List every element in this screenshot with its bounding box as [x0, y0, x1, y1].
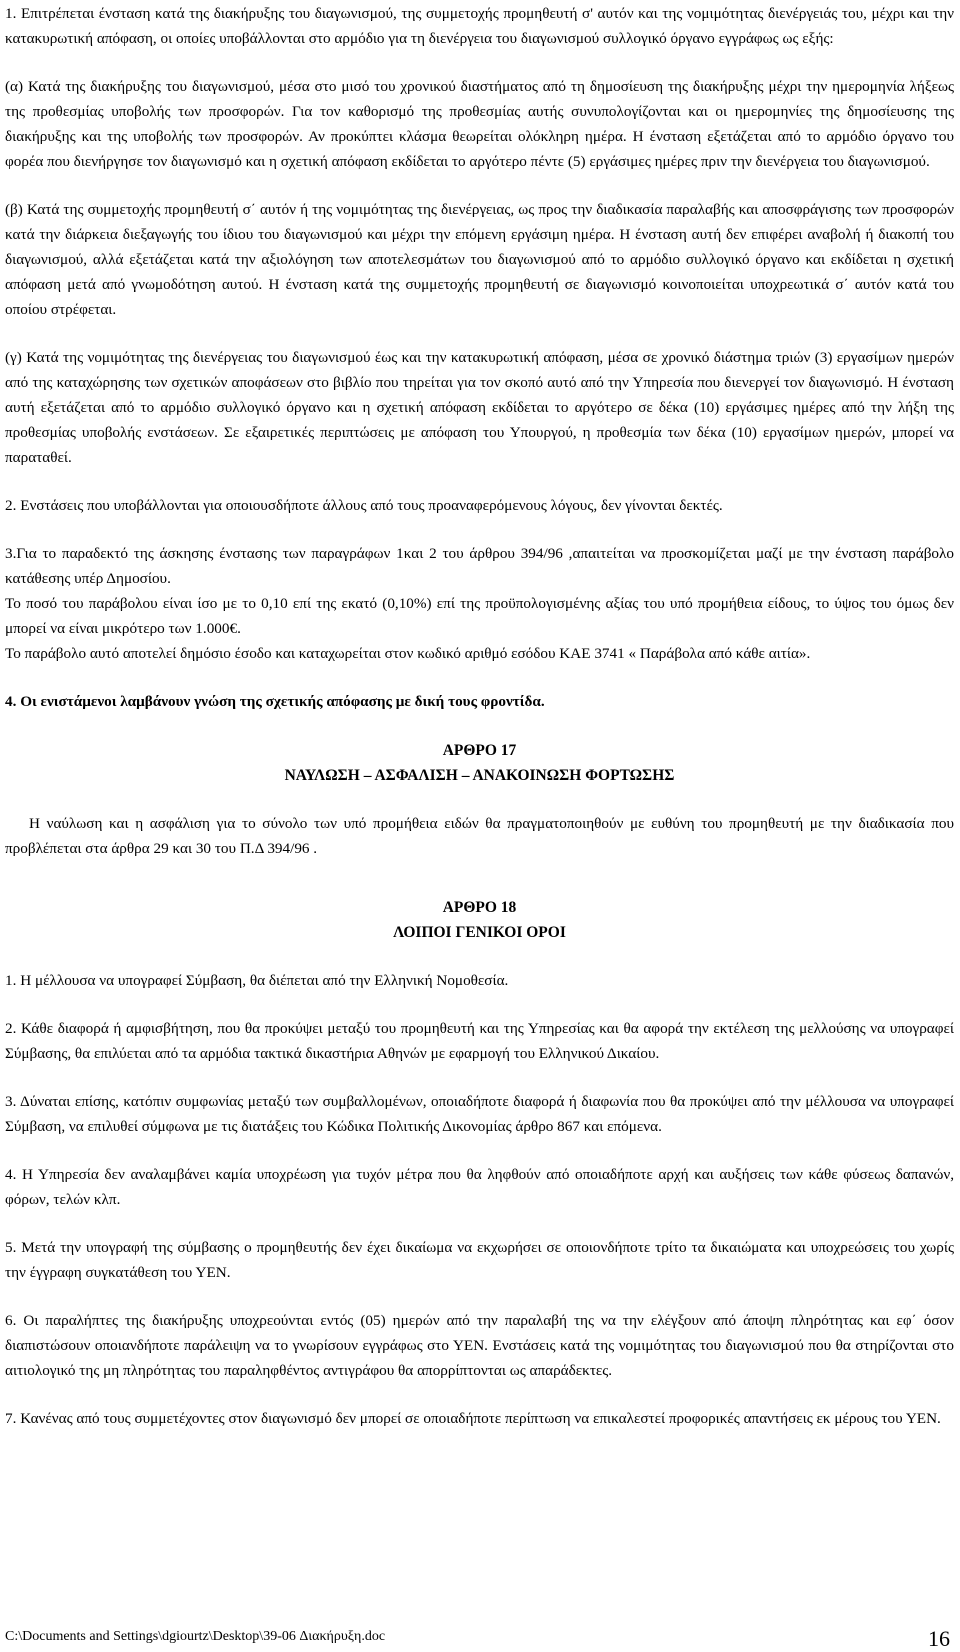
- paragraph-2: 2. Ενστάσεις που υποβάλλονται για οποιουσδήποτε άλλους από τους προαναφερόμενους λόγους, δεν γίνονται δεκτές.: [5, 497, 723, 514]
- paragraph-1a: (α) Κατά της διακήρυξης του διαγωνισμού, μέσα στο μισό του χρονικού διαστήματος από τη δημοσίευση της διακήρυξης μέχρι την ημερομηνία λήξεως της προθεσμίας υποβολής των προσφορών. Για τον καθορισμό της προθεσμίας αυτής συνυπολογίζονται και οι ημερομηνίες της δημοσίευσης της διακήρυξης και της υποβολής των προσφορών. Αν προκύπτει κλάσμα θεωρείται ολόκληρη ημέρα. Η ένσταση εξετάζεται από το αρμόδιο όργανο του φορέα που διενήργησε τον διαγωνισμό και η σχετική απόφαση εκδίδεται το αργότερο πέντε (5) εργάσιμες ημέρες πριν την διενέργεια του διαγωνισμού.: [5, 78, 954, 170]
- paragraph-3a: 3.Για το παραδεκτό της άσκησης ένστασης των παραγράφων 1και 2 του άρθρου 394/96 ,απαιτείται να προσκομίζεται μαζί με την ένσταση παράβολο κατάθεσης υπέρ Δημοσίου.: [5, 545, 954, 587]
- paragraph-1-objections: 1. Επιτρέπεται ένσταση κατά της διακήρυξης του διαγωνισμού, της συμμετοχής προμηθευτή σ' αυτόν και της νομιμότητας διενέργειάς του, μέχρι και την κατακυρωτική απόφαση, οι οποίες υποβάλλονται στο αρμόδιο για τη διενέργεια του διαγωνισμού συλλογικό όργανο εγγράφως ως εξής:: [5, 5, 954, 47]
- article-18-item-1: 1. Η μέλλουσα να υπογραφεί Σύμβαση, θα διέπεται από την Ελληνική Νομοθεσία.: [5, 972, 509, 989]
- document-body: [5, 1, 954, 1431]
- paragraph-4: 4. Οι ενιστάμενοι λαμβάνουν γνώση της σχετικής απόφασης με δική τους φροντίδα.: [5, 693, 545, 710]
- paragraph-3c: Το παράβολο αυτό αποτελεί δημόσιο έσοδο και καταχωρείται στον κωδικό αριθμό εσόδου ΚΑΕ 3741 « Παράβολα από κάθε αιτία».: [5, 645, 811, 662]
- article-18-heading: [5, 895, 954, 945]
- article-17-heading: [5, 738, 954, 788]
- page-number: 16: [928, 1626, 950, 1651]
- article-17-number: ΑΡΘΡΟ 17: [442, 742, 517, 759]
- article-17-body: Η ναύλωση και η ασφάλιση για το σύνολο των υπό προμήθεια ειδών θα πραγματοποιηθούν με ευθύνη του προμηθευτή με την διαδικασία που προβλέπεται στα άρθρα 29 και 30 του Π.Δ 394/96 .: [5, 815, 954, 857]
- paragraph-3b: Το ποσό του παράβολου είναι ίσο με το 0,10 επί της εκατό (0,10%) επί της προϋπολογισμένης αξίας του υπό προμήθεια είδους, το ύψος του όμως δεν μπορεί να είναι μικρότερο των 1.000€.: [5, 595, 954, 637]
- article-18-number: ΑΡΘΡΟ 18: [442, 899, 517, 916]
- article-18-item-6: 6. Οι παραλήπτες της διακήρυξης υποχρεούνται εντός (05) ημερών από την παραλαβή της να την ελέγξουν από άποψη πληρότητας και εφ΄ όσον διαπιστώσουν οποιανδήποτε παράλειψη να το γνωρίσουν εγγράφως στο ΥΕΝ. Ενστάσεις κατά της νομιμότητας του διαγωνισμού που θα στηρίζονται στο αιτιολογικό της μη πληρότητας του παραληφθέντος αντιγράφου θα απορρίπτονται ως απαράδεκτες.: [5, 1312, 954, 1379]
- article-17-title: ΝΑΥΛΩΣΗ – ΑΣΦΑΛΙΣΗ – ΑΝΑΚΟΙΝΩΣΗ ΦΟΡΤΩΣΗΣ: [284, 767, 675, 784]
- paragraph-1c: (γ) Κατά της νομιμότητας της διενέργειας του διαγωνισμού έως και την κατακυρωτική απόφαση, μέσα σε χρονικό διάστημα τριών (3) εργασίμων ημερών από της καταχώρησης των σχετικών αποφάσεων στο βιβλίο που τηρείται για τον σκοπό αυτό από την Υπηρεσία που διενεργεί τον διαγωνισμό. Η ένσταση αυτή εξετάζεται από το αρμόδιο συλλογικό όργανο και η σχετική απόφαση εκδίδεται το αργότερο σε δέκα (10) εργάσιμες ημέρες από την λήξη της προθεσμίας υποβολής ενστάσεων. Σε εξαιρετικές περιπτώσεις με απόφαση του Υπουργού, η προθεσμία των δέκα (10) εργασίμων ημερών, μπορεί να παραταθεί.: [5, 349, 954, 466]
- article-18-item-7: 7. Κανένας από τους συμμετέχοντες στον διαγωνισμό δεν μπορεί σε οποιαδήποτε περίπτωση να επικαλεστεί προφορικές απαντήσεις εκ μέρους του ΥΕΝ.: [5, 1410, 941, 1427]
- article-18-title: ΛΟΙΠΟΙ ΓΕΝΙΚΟΙ ΟΡΟΙ: [393, 924, 566, 941]
- footer-file-path: C:\Documents and Settings\dgiourtz\Desktop\39-06 Διακήρυξη.doc: [5, 1629, 386, 1644]
- article-18-item-3: 3. Δύναται επίσης, κατόπιν συμφωνίας μεταξύ των συμβαλλομένων, οποιαδήποτε διαφορά ή διαφωνία που θα προκύψει από την μέλλουσα να υπογραφεί Σύμβαση, να επιλυθεί σύμφωνα με τις διατάξεις του Κώδικα Πολιτικής Δικονομίας άρθρο 867 και επόμενα.: [5, 1093, 954, 1135]
- paragraph-1b: (β) Κατά της συμμετοχής προμηθευτή σ΄ αυτόν ή της νομιμότητας της διενέργειας, ως προς την διαδικασία παραλαβής και αποσφράγισης των προσφορών κατά την διάρκεια διεξαγωγής του ίδιου του διαγωνισμού και μέχρι την επόμενη εργάσιμη ημέρα. Η ένσταση αυτή δεν επιφέρει αναβολή ή διακοπή του διαγωνισμού, αλλά εξετάζεται κατά την αξιολόγηση των αποτελεσμάτων του διαγωνισμού από το αρμόδιο συλλογικό όργανο και εκδίδεται η σχετική απόφαση μετά από γνωμοδότηση αυτού. Η ένσταση κατά της συμμετοχής προμηθευτή σε διαγωνισμό κοινοποιείται υποχρεωτικά σ΄ αυτόν κατά του οποίου στρέφεται.: [5, 201, 954, 318]
- article-18-item-2: 2. Κάθε διαφορά ή αμφισβήτηση, που θα προκύψει μεταξύ του προμηθευτή και της Υπηρεσίας και θα αφορά την εκτέλεση της μελλούσης να υπογραφεί Σύμβασης, θα επιλύεται από τα αρμόδια τακτικά δικαστήρια Αθηνών με εφαρμογή του Ελληνικού Δικαίου.: [5, 1020, 954, 1062]
- article-18-item-4: 4. Η Υπηρεσία δεν αναλαμβάνει καμία υποχρέωση για τυχόν μέτρα που θα ληφθούν από οποιαδήποτε αρχή και αυξήσεις των κάθε φύσεως δαπανών, φόρων, τελών κλπ.: [5, 1166, 954, 1208]
- article-18-item-5: 5. Μετά την υπογραφή της σύμβασης ο προμηθευτής δεν έχει δικαίωμα να εκχωρήσει σε οποιονδήποτε τρίτο τα δικαιώματα και υποχρεώσεις του χωρίς την έγγραφη συγκατάθεση του ΥΕΝ.: [5, 1239, 954, 1281]
